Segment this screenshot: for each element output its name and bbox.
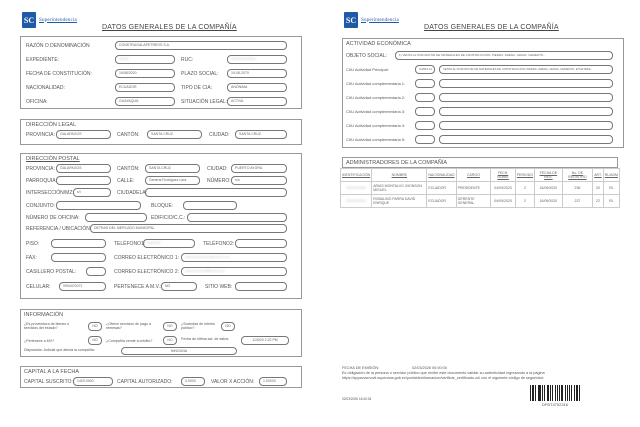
col-fech-nomb: FECH. NOMB.	[491, 169, 516, 182]
oficina-label: OFICINA:	[26, 99, 48, 105]
cell-cargo: PRESIDENTE	[456, 182, 491, 195]
logo-text: Superintendencia	[361, 17, 399, 23]
cell-identificacion: 0000000000	[341, 195, 372, 208]
ciiu-comp-2-label: CIIU Actividad complementaria 2:	[346, 95, 406, 100]
logo-text: Superintendencia	[39, 17, 77, 23]
telefono1-label: TELÉFONO1:	[114, 241, 146, 247]
q3-field[interactable]: NO	[221, 322, 235, 331]
tipo-cia-field[interactable]: ANÓNIMA	[227, 83, 287, 92]
disposicion-label: Disposición Judicial que afecta la compañía:	[24, 348, 95, 352]
q4-label: ¿Pertenece a MV?	[24, 339, 54, 343]
dp-provincia-label: PROVINCIA:	[26, 166, 55, 172]
numero-label: NÚMERO:	[207, 178, 231, 184]
ciiu-comp-3-code[interactable]	[415, 107, 435, 116]
barcode-icon	[530, 385, 580, 401]
page-left	[12, 0, 312, 427]
casillero-label: CASILLERO POSTAL:	[26, 269, 77, 275]
table-row	[341, 195, 620, 208]
capital-suscrito-field[interactable]: 1400.0000	[73, 377, 113, 386]
cell-nacionalidad: ECUADOR	[427, 182, 456, 195]
referencia-field[interactable]: DETRAS DEL MERCADO MUNICIPAL	[90, 224, 287, 233]
conjunto-label: CONJUNTO:	[26, 203, 56, 209]
bloque-label: BLOQUE:	[151, 203, 174, 209]
correo1-field[interactable]: xxxxxxxxxxxxxxx@xxxxx.xxx	[181, 253, 287, 262]
security-code: DFBT4752316	[542, 402, 569, 407]
direccion-legal-section	[20, 119, 302, 145]
dl-provincia-label: PROVINCIA:	[26, 132, 55, 138]
objeto-social-field[interactable]: 1) VENTA AL POR MAYOR DE MATERIALES DE CONSTRUCCION: PIEDRA, ARENA, GRAVA, CEMENTO...	[395, 51, 613, 60]
col-periodo: PERIODO	[515, 169, 534, 182]
fecha-emision-label: FECHA DE EMISIÓN:	[342, 366, 380, 370]
valor-accion-field[interactable]: 1.00000	[259, 377, 287, 386]
cell-fech-nomb: 04/09/2020	[491, 195, 516, 208]
direccion-postal-section	[20, 153, 302, 299]
actividad-title: ACTIVIDAD ECONÓMICA	[346, 41, 411, 47]
dp-provincia-field[interactable]: GALAPAGOS	[56, 164, 111, 173]
administradores-table	[340, 168, 620, 208]
cell-rl-adm: RL	[603, 195, 619, 208]
num-oficina-label: NÚMERO DE OFICINA:	[26, 215, 80, 221]
ciudadela-label: CIUDADELA:	[117, 190, 148, 196]
ciiu-comp-2-code[interactable]	[415, 93, 435, 102]
ciiu-comp-3-label: CIIU Actividad complementaria 3:	[346, 109, 406, 114]
plazo-social-field[interactable]: 19-08-2070	[227, 69, 287, 78]
cell-periodo: 2	[515, 195, 534, 208]
ciiu-comp-1-code[interactable]	[415, 79, 435, 88]
fax-field[interactable]	[51, 253, 106, 262]
table-header-row	[341, 169, 620, 182]
cell-no-registro: 237	[562, 195, 593, 208]
ciiu-comp-1-desc[interactable]	[439, 79, 613, 88]
sc-logo-icon: SC	[344, 12, 358, 28]
cell-no-registro: 236	[562, 182, 593, 195]
page-title: DATOS GENERALES DE LA COMPAÑÍA	[102, 24, 237, 31]
cell-art: 22	[593, 195, 604, 208]
col-nombre: NOMBRE	[372, 169, 427, 182]
q6-field[interactable]: 11/5/20 2:22 PM	[241, 336, 289, 345]
capital-title: CAPITAL A LA FECHA	[24, 369, 80, 375]
dl-ciudad-label: CIUDAD:	[209, 132, 230, 138]
ciiu-comp-5-desc[interactable]	[439, 135, 613, 144]
razon-label: RAZÓN O DENOMINACIÓN	[26, 43, 90, 49]
cell-periodo: 2	[515, 182, 534, 195]
edificio-field[interactable]	[187, 213, 287, 222]
dp-canton-field[interactable]: SANTA CRUZ	[145, 164, 200, 173]
telefono1-field[interactable]: 0000000	[143, 239, 195, 248]
valor-accion-label: VALOR X ACCIÓN:	[211, 379, 255, 385]
calle-label: CALLE:	[117, 178, 135, 184]
fecha-constitucion-field[interactable]: 19/08/2020	[115, 69, 175, 78]
dl-ciudad-field[interactable]: SANTA CRUZ	[235, 130, 287, 139]
cell-cargo: GERENTE GENERAL	[456, 195, 491, 208]
col-no-registro: No. DE REGISTRO	[562, 169, 593, 182]
actividad-section	[342, 38, 624, 148]
q3-label: ¿Sociedad de interés público?	[181, 322, 215, 330]
celular-field[interactable]: 0994470071	[59, 282, 106, 291]
correo2-field[interactable]: xxxxxxxxxxxx@xxxxx.xxx	[181, 267, 287, 276]
col-art: ART.	[593, 169, 604, 182]
interseccion-field[interactable]: s/i	[73, 188, 111, 197]
dp-ciudad-label: CIUDAD:	[207, 166, 228, 172]
administradores-title: ADMINISTRADORES DE LA COMPAÑÍA	[346, 160, 448, 166]
col-nacionalidad: NACIONALIDAD	[427, 169, 456, 182]
dp-canton-label: CANTÓN:	[117, 166, 140, 172]
ruc-label: RUC:	[181, 57, 194, 63]
telefono2-field[interactable]	[235, 239, 287, 248]
cell-fecha-reg: 16/09/2020	[535, 195, 563, 208]
cell-identificacion: 0000000000	[341, 182, 372, 195]
nacionalidad-label: NACIONALIDAD:	[26, 85, 65, 91]
q5-label: ¿Compañía vende a crédito?	[106, 339, 153, 343]
logo	[22, 12, 77, 28]
plazo-social-label: PLAZO SOCIAL:	[181, 71, 219, 77]
page-right	[334, 0, 634, 427]
ciiu-comp-4-code[interactable]	[415, 121, 435, 130]
page-title: DATOS GENERALES DE LA COMPAÑÍA	[424, 24, 559, 31]
ciiu-comp-1-label: CIIU Actividad complementaria 1:	[346, 81, 406, 86]
print-timestamp: 02/03/2026 16:40:34	[342, 397, 372, 401]
ciiu-comp-3-desc[interactable]	[439, 107, 613, 116]
sc-logo-icon: SC	[22, 12, 36, 28]
num-oficina-field[interactable]	[85, 213, 147, 222]
interseccion-label: INTERSECCIÓN/MZ:	[26, 190, 74, 196]
correo2-label: CORREO ELECTRÓNICO 2:	[114, 269, 180, 275]
q6-label: Fecha de última act. de datos:	[181, 337, 230, 341]
direccion-legal-title: DIRECCIÓN LEGAL	[26, 122, 77, 128]
q1-field[interactable]: NO	[88, 322, 102, 331]
capital-section	[20, 366, 302, 388]
dp-ciudad-field[interactable]: PUERTO AYORA	[231, 164, 287, 173]
ciiu-comp-4-desc[interactable]	[439, 121, 613, 130]
ciiu-comp-5-label: CIIU Actividad complementaria 5:	[346, 137, 406, 142]
q1-label: ¿Es proveedora de bienes o servicios del estado?	[24, 322, 70, 330]
ciiu-comp-2-desc[interactable]	[439, 93, 613, 102]
expediente-label: EXPEDIENTE:	[26, 57, 60, 63]
ciiu-comp-5-code[interactable]	[415, 135, 435, 144]
situacion-legal-field[interactable]: ACTIVA	[227, 97, 287, 106]
numero-field[interactable]: s/n	[231, 176, 287, 185]
cell-fecha-reg: 16/09/2020	[535, 182, 563, 195]
col-identificacion: IDENTIFICACIÓN	[341, 169, 372, 182]
capital-autorizado-field[interactable]: 0.0000	[181, 377, 205, 386]
cell-rl-adm: RL	[603, 182, 619, 195]
cell-nombre: ARIAS MONTALVO JHONSON MIGUEL	[372, 182, 427, 195]
calle-field[interactable]: General Rodriguez Lara	[145, 176, 200, 185]
ciiu-principal-code[interactable]: G4663.11	[415, 65, 435, 74]
ciudadela-field[interactable]	[145, 188, 287, 197]
conjunto-field[interactable]	[56, 201, 141, 210]
fecha-constitucion-label: FECHA DE CONSTITUCIÓN:	[26, 71, 92, 77]
ciiu-principal-desc[interactable]: VENTA AL POR MAYOR DE MATERIALES DE CONSTRUCCION: PIEDRA, ARENA, GRAVA, CEMENTO, ETCETERA.	[439, 65, 613, 74]
fecha-emision-value: 02/03/2026 00:00:00	[412, 366, 447, 370]
telefono2-label: TELÉFONO2:	[203, 241, 235, 247]
oficina-field[interactable]: GUAYAQUIL	[115, 97, 175, 106]
parroquia-field[interactable]	[56, 176, 111, 185]
cell-art: 20	[593, 182, 604, 195]
pertenece-mv-field[interactable]: NO	[161, 282, 197, 291]
q4-field[interactable]: NO	[88, 336, 102, 345]
situacion-legal-label: SITUACIÓN LEGAL:	[181, 99, 228, 105]
col-cargo: CARGO	[456, 169, 491, 182]
referencia-label: REFERENCIA / UBICACIÓN:	[26, 226, 92, 232]
parroquia-label: PARROQUIA:	[26, 178, 58, 184]
edificio-label: EDIFICIO/C.C.:	[151, 215, 186, 221]
verification-notice-line1: Es obligación de la persona o servidor público que recibe este documento validar su autenticidad ingresando a la página	[342, 371, 545, 375]
ciiu-principal-label: CIIU Actividad Principal:	[346, 67, 389, 72]
casillero-field[interactable]	[86, 267, 106, 276]
pertenece-mv-label: PERTENECE A M.V.:	[114, 284, 162, 290]
general-section	[20, 36, 302, 109]
correo1-label: CORREO ELECTRÓNICO 1:	[114, 255, 180, 261]
ciiu-comp-4-label: CIIU Actividad complementaria 4:	[346, 123, 406, 128]
table-row	[341, 182, 620, 195]
capital-autorizado-label: CAPITAL AUTORIZADO:	[117, 379, 173, 385]
cell-nombre: ROBALINO PARRA DAVID ENRIQUE	[372, 195, 427, 208]
verification-notice-link[interactable]: https://appscvsmovil.supercias.gob.ec/portaldeinformacion/verificar_certificado.zul con el siguiente código de seguridad:	[342, 376, 544, 380]
q5-field[interactable]: NO	[163, 336, 177, 345]
fax-label: FAX:	[26, 255, 37, 261]
q2-label: ¿Ofrece servicios de pago a remesas?	[106, 322, 151, 330]
logo	[344, 12, 399, 28]
bloque-field[interactable]	[183, 201, 237, 210]
cell-fech-nomb: 04/09/2020	[491, 182, 516, 195]
informacion-title: INFORMACIÓN	[24, 312, 64, 318]
razon-field[interactable]: CONSTRUGALAPETREOS S.A.	[115, 41, 287, 50]
q2-field[interactable]: NO	[163, 322, 177, 331]
direccion-postal-title: DIRECCIÓN POSTAL	[26, 156, 80, 162]
ruc-field[interactable]: 0000000000001	[227, 55, 287, 64]
objeto-social-label: OBJETO SOCIAL:	[346, 53, 388, 59]
piso-label: PISO:	[26, 241, 40, 247]
nacionalidad-field[interactable]: ECUADOR	[115, 83, 175, 92]
disposicion-field[interactable]: NINGUNA	[121, 347, 237, 355]
col-rl-adm: RL/ADM	[603, 169, 619, 182]
expediente-field[interactable]: 00000	[115, 55, 175, 64]
col-fecha-reg: FECHA DE REG.	[535, 169, 563, 182]
informacion-section	[20, 309, 302, 357]
piso-field[interactable]	[51, 239, 106, 248]
dl-provincia-field[interactable]: GALAPAGOS	[56, 130, 111, 139]
sitio-web-label: SITIO WEB:	[205, 284, 233, 290]
cell-nacionalidad: ECUADOR	[427, 195, 456, 208]
dl-canton-label: CANTÓN:	[117, 132, 140, 138]
administradores-header	[342, 157, 618, 168]
tipo-cia-label: TIPO DE CIA:	[181, 85, 213, 91]
sitio-web-field[interactable]	[235, 282, 287, 291]
dl-canton-field[interactable]: SANTA CRUZ	[147, 130, 202, 139]
celular-label: CELULAR:	[26, 284, 51, 290]
capital-suscrito-label: CAPITAL SUSCRITO:	[24, 379, 73, 385]
